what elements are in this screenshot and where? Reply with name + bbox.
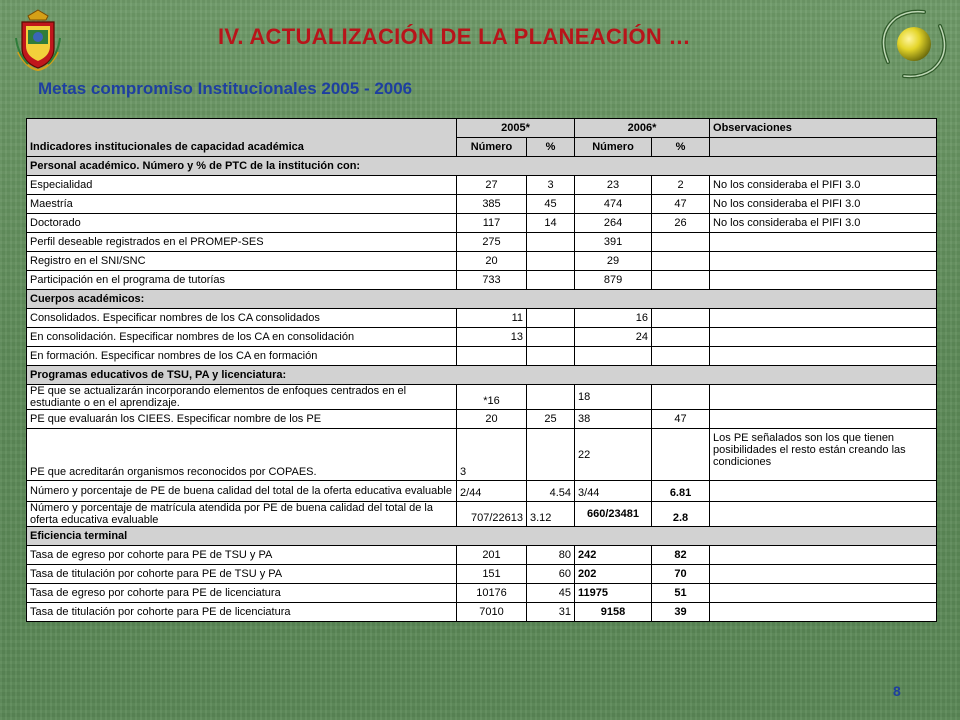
row-label: Doctorado — [27, 214, 457, 233]
header-indicadores: Indicadores institucionales de capacidad académica — [27, 119, 457, 157]
table-row — [27, 176, 937, 195]
table-row — [27, 603, 937, 622]
table-row — [27, 195, 937, 214]
row-label: Perfil deseable registrados en el PROMEP-SES — [27, 233, 457, 252]
cell-n2005: 117 — [457, 214, 527, 233]
cell-n2005: 707/22613 — [457, 502, 527, 527]
cell-n2006: 38 — [575, 410, 652, 429]
row-label: En consolidación. Especificar nombres de los CA en consolidación — [27, 328, 457, 347]
row-label: Registro en el SNI/SNC — [27, 252, 457, 271]
cell-n2006: 11975 — [575, 584, 652, 603]
table-row — [27, 502, 937, 527]
table-row — [27, 410, 937, 429]
row-label: En formación. Especificar nombres de los CA en formación — [27, 347, 457, 366]
cell-p2006 — [652, 233, 710, 252]
cell-n2005: 7010 — [457, 603, 527, 622]
cell-n2005: 20 — [457, 410, 527, 429]
header-obs-empty — [710, 138, 937, 157]
header-pct-2006: % — [652, 138, 710, 157]
cell-obs: No los consideraba el PIFI 3.0 — [710, 176, 937, 195]
cell-n2006: 23 — [575, 176, 652, 195]
cell-obs — [710, 502, 937, 527]
cell-p2005: 14 — [527, 214, 575, 233]
cell-p2005 — [527, 328, 575, 347]
table-row — [27, 233, 937, 252]
cell-p2006 — [652, 328, 710, 347]
cell-n2006: 29 — [575, 252, 652, 271]
cell-p2006: 51 — [652, 584, 710, 603]
cell-n2005: 151 — [457, 565, 527, 584]
table-row — [27, 481, 937, 502]
cell-obs — [710, 385, 937, 410]
cell-p2005: 45 — [527, 195, 575, 214]
cell-n2006: 16 — [575, 309, 652, 328]
page-title: IV. ACTUALIZACIÓN DE LA PLANEACIÓN … — [218, 24, 691, 49]
header-observaciones: Observaciones — [710, 119, 937, 138]
cell-obs — [710, 546, 937, 565]
row-label: Especialidad — [27, 176, 457, 195]
cell-p2006: 2.8 — [652, 502, 710, 527]
header-numero-2005: Número — [457, 138, 527, 157]
row-label: Número y porcentaje de PE de buena calidad del total de la oferta educativa evaluable — [27, 481, 457, 502]
cell-obs — [710, 347, 937, 366]
cell-obs — [710, 481, 937, 502]
cell-p2006 — [652, 347, 710, 366]
cell-n2005: 27 — [457, 176, 527, 195]
cell-n2006: 879 — [575, 271, 652, 290]
cell-p2005: 31 — [527, 603, 575, 622]
cell-obs — [710, 410, 937, 429]
cell-p2006 — [652, 271, 710, 290]
cell-n2006: 391 — [575, 233, 652, 252]
section-personal: Personal académico. Número y % de PTC de la institución con: — [27, 157, 937, 176]
cell-p2006: 2 — [652, 176, 710, 195]
table-row — [27, 385, 937, 410]
table-row — [27, 584, 937, 603]
header-year-2006: 2006* — [575, 119, 710, 138]
cell-n2005: 20 — [457, 252, 527, 271]
cell-n2006: 242 — [575, 546, 652, 565]
header-year-2005: 2005* — [457, 119, 575, 138]
cell-p2006: 39 — [652, 603, 710, 622]
row-label: Maestría — [27, 195, 457, 214]
cell-n2005 — [457, 347, 527, 366]
cell-n2006: 24 — [575, 328, 652, 347]
row-label: Consolidados. Especificar nombres de los CA consolidados — [27, 309, 457, 328]
cell-p2005 — [527, 252, 575, 271]
cell-p2005: 60 — [527, 565, 575, 584]
cell-n2006: 3/44 — [575, 481, 652, 502]
cell-n2005: 10176 — [457, 584, 527, 603]
row-label: Tasa de titulación por cohorte para PE de licenciatura — [27, 603, 457, 622]
table-header-row-years — [27, 119, 937, 138]
table-row — [27, 214, 937, 233]
cell-p2006 — [652, 309, 710, 328]
cell-p2006: 82 — [652, 546, 710, 565]
table-row — [27, 328, 937, 347]
cell-obs — [710, 252, 937, 271]
cell-p2005: 4.54 — [527, 481, 575, 502]
cell-p2005: 25 — [527, 410, 575, 429]
table-row — [27, 565, 937, 584]
section-row — [27, 157, 937, 176]
cell-n2006: 474 — [575, 195, 652, 214]
cell-p2005 — [527, 309, 575, 328]
cell-p2006 — [652, 385, 710, 410]
section-programas: Programas educativos de TSU, PA y licenciatura: — [27, 366, 937, 385]
cell-n2005: 385 — [457, 195, 527, 214]
cell-obs — [710, 603, 937, 622]
cell-n2005: 2/44 — [457, 481, 527, 502]
header-numero-2006: Número — [575, 138, 652, 157]
row-label: PE que se actualizarán incorporando elementos de enfoques centrados en el estudiante o en el aprendizaje. — [27, 385, 457, 410]
university-crest-icon — [14, 8, 62, 72]
cell-n2005: 13 — [457, 328, 527, 347]
cell-n2006: 660/23481 — [575, 502, 652, 527]
page-subtitle: Metas compromiso Institucionales 2005 - 2006 — [38, 79, 413, 98]
cell-n2005: 275 — [457, 233, 527, 252]
section-eficiencia: Eficiencia terminal — [27, 527, 937, 546]
cell-n2006: 18 — [575, 385, 652, 410]
section-row — [27, 527, 937, 546]
cell-obs — [710, 584, 937, 603]
cell-obs: Los PE señalados son los que tienen posibilidades el resto están creando las condiciones — [710, 429, 937, 481]
row-label: Tasa de egreso por cohorte para PE de licenciatura — [27, 584, 457, 603]
cell-p2005: 3.12 — [527, 502, 575, 527]
cell-p2006: 47 — [652, 410, 710, 429]
cell-obs — [710, 309, 937, 328]
cell-n2005: 11 — [457, 309, 527, 328]
row-label: Participación en el programa de tutorías — [27, 271, 457, 290]
cell-p2006: 26 — [652, 214, 710, 233]
cell-n2005: *16 — [457, 385, 527, 410]
cell-n2006: 264 — [575, 214, 652, 233]
cell-p2005 — [527, 347, 575, 366]
header-pct-2005: % — [527, 138, 575, 157]
row-label: Tasa de egreso por cohorte para PE de TSU y PA — [27, 546, 457, 565]
cell-n2005: 3 — [457, 429, 527, 481]
cell-n2006 — [575, 347, 652, 366]
cell-p2006: 47 — [652, 195, 710, 214]
cell-obs: No los consideraba el PIFI 3.0 — [710, 214, 937, 233]
cell-p2006 — [652, 252, 710, 271]
cell-p2005: 3 — [527, 176, 575, 195]
table-row — [27, 546, 937, 565]
row-label: PE que acreditarán organismos reconocidos por COPAES. — [27, 429, 457, 481]
cell-obs — [710, 328, 937, 347]
section-row — [27, 290, 937, 309]
cell-p2005: 45 — [527, 584, 575, 603]
table-row — [27, 429, 937, 481]
cell-obs: No los consideraba el PIFI 3.0 — [710, 195, 937, 214]
table-row — [27, 252, 937, 271]
cell-obs — [710, 233, 937, 252]
globe-swirl-icon — [874, 4, 954, 84]
cell-p2005 — [527, 233, 575, 252]
cell-p2006: 6.81 — [652, 481, 710, 502]
cell-obs — [710, 565, 937, 584]
cell-n2005: 733 — [457, 271, 527, 290]
cell-n2005: 201 — [457, 546, 527, 565]
cell-p2005 — [527, 271, 575, 290]
row-label: Tasa de titulación por cohorte para PE de TSU y PA — [27, 565, 457, 584]
table-row — [27, 347, 937, 366]
cell-n2006: 202 — [575, 565, 652, 584]
cell-p2006 — [652, 429, 710, 481]
section-row — [27, 366, 937, 385]
cell-obs — [710, 271, 937, 290]
cell-p2005 — [527, 385, 575, 410]
section-cuerpos: Cuerpos académicos: — [27, 290, 937, 309]
table-row — [27, 271, 937, 290]
table-row — [27, 309, 937, 328]
cell-p2005 — [527, 429, 575, 481]
row-label: PE que evaluarán los CIEES. Especificar nombre de los PE — [27, 410, 457, 429]
cell-n2006: 9158 — [575, 603, 652, 622]
metas-table — [26, 118, 937, 622]
page-number: 8 — [893, 683, 901, 699]
cell-p2005: 80 — [527, 546, 575, 565]
cell-n2006: 22 — [575, 429, 652, 481]
row-label: Número y porcentaje de matrícula atendida por PE de buena calidad del total de la oferta educativa evaluable — [27, 502, 457, 527]
cell-p2006: 70 — [652, 565, 710, 584]
